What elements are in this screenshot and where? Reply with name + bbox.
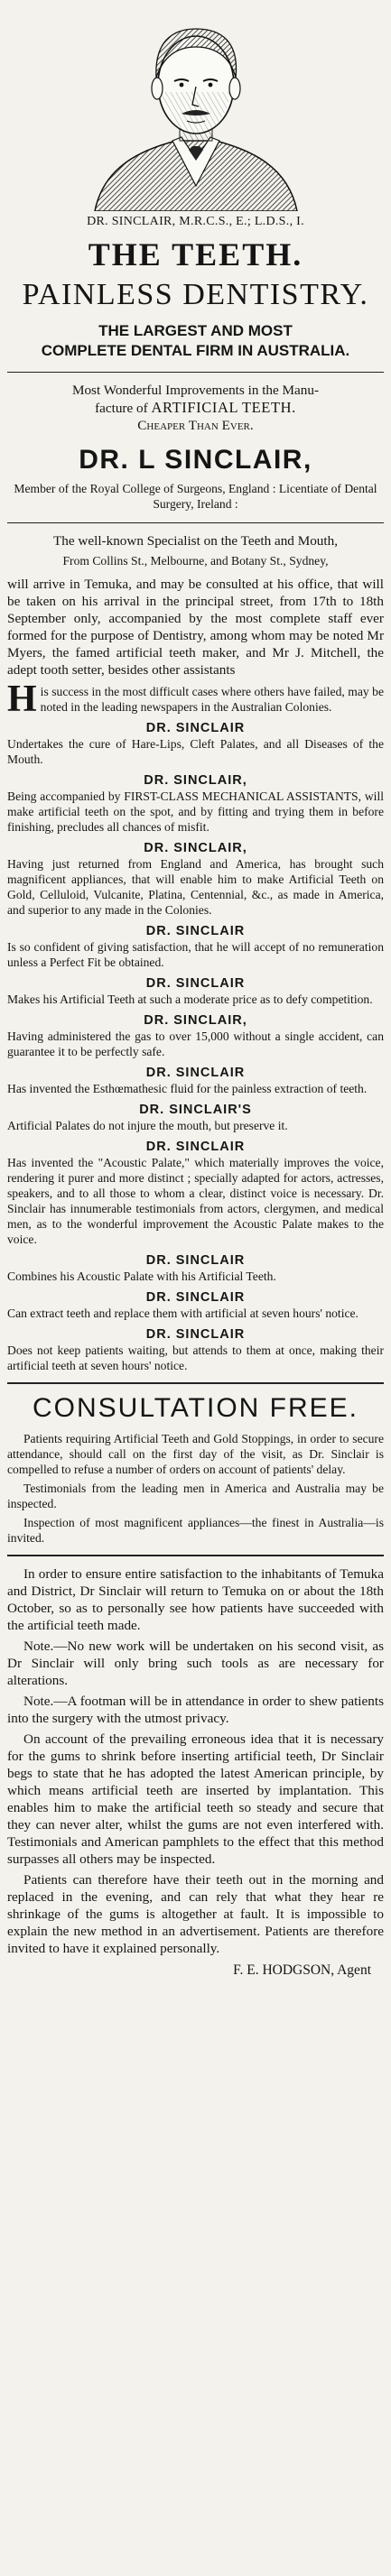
headline-title: THE TEETH. [88,236,303,272]
improvements-line-3: Cheaper Than Ever. [137,418,254,433]
consultation-paragraph-2: Testimonials from the leading men in America and Australia may be inspected. [7,1482,384,1510]
notice-paragraph: Patients can therefore have their teeth out in the morning and replaced in the evening, and can rely that what they hear re shrinkage of the gums is altogether at fault. It is impossible to explain the new method in an advertisement. Patients are therefore invited to have it explained personally. [7,1872,384,1956]
doctor-portrait [79,5,313,211]
consultation-paragraph-3: Inspection of most magnificent appliances—the finest in Australia—is invited. [7,1516,384,1545]
service-item [7,1065,384,1096]
service-item [7,840,384,918]
improvements-line-2a: facture of [95,401,148,416]
service-item-text: Having administered the gas to over 15,000 without a single accident, can guarantee it to be perfectly safe. [7,1029,384,1058]
consultation-paragraph-1: Patients requiring Artificial Teeth and Gold Stoppings, in order to secure attendance, should call on the first day of the visit, as Dr. Sinclair is compelled to refuse a number of orders on account of patients' delay. [7,1432,384,1476]
service-item-text: Having just returned from England and America, has brought such magnificent appliances, that will enable him to make Artificial Teeth on Gold, Celluloid, Vulcanite, Platina, Centennial, &c., as made in America, and superior to any made in the Colonies. [7,857,384,917]
service-item [7,1139,384,1247]
consultation-heading: CONSULTATION FREE. [32,1393,359,1423]
service-item [7,1289,384,1321]
notice-paragraph: Note.—No new work will be undertaken on his second visit, as Dr Sinclair will only bring such tools as are necessary for alterations. [7,1639,384,1688]
service-item-text: Makes his Artificial Teeth at such a moderate price as to defy competition. [7,993,373,1006]
service-item-text: Artificial Palates do not injure the mouth, but preserve it. [7,1119,288,1132]
service-item-label: DR. SINCLAIR [145,976,246,991]
membership: Member of the Royal College of Surgeons, England : Licentiate of Dental Surgery, Ireland : [14,482,377,511]
service-items [7,720,384,1373]
service-item-text: Can extract teeth and replace them with artificial at seven hours' notice. [7,1306,358,1320]
improvements-line-1: Most Wonderful Improvements in the Manu- [71,383,320,398]
service-item [7,975,384,1007]
advertisement [7,0,384,1979]
consultation-details [7,1431,384,1546]
improvements-line-2b: ARTIFICIAL TEETH. [151,399,296,416]
service-item-text: Undertakes the cure of Hare-Lips, Cleft Palates, and all Diseases of the Mouth. [7,737,384,766]
service-item-label: DR. SINCLAIR [145,1253,246,1268]
service-item-label: DR. SINCLAIR [145,1066,246,1080]
tagline [7,321,384,361]
divider [7,372,384,373]
service-item [7,1326,384,1373]
service-item-label: DR. SINCLAIR [145,924,246,938]
service-item-label: DR. SINCLAIR [145,1140,246,1154]
portrait-caption: DR. SINCLAIR, M.R.C.S., E.; L.D.S., I. [87,215,304,228]
visit-paragraph: will arrive in Temuka, and may be consulted at his office, that will be taken on his arrival in the principal street, from 17th to 18th September only, accompanied by the most complete staff ever formed for the purpose of Dentistry, among whom may be noted Mr Myers, the famed artificial teeth maker, and Mr J. Mitchell, the adept tooth setter, besides other assistants [7,577,384,678]
doctor-name: DR. L SINCLAIR, [79,445,312,475]
agent-signature: F. E. HODGSON, Agent [233,1962,371,1978]
notice-paragraph: Note.—A footman will be in attendance in order to shew patients into the surgery with the utmost privacy. [7,1694,384,1726]
headline-subtitle: PAINLESS DENTISTRY. [22,278,369,311]
service-item-text: Being accompanied by FIRST-CLASS MECHANICAL ASSISTANTS, will make artificial teeth on the spot, and by fitting and trying them in before finishing, precludes all chances of misfit. [7,789,384,834]
service-item-label: DR. SINCLAIR [145,1290,246,1305]
service-item-label: DR. SINCLAIR, [144,841,247,855]
service-item-label: DR. SINCLAIR, [144,1013,247,1028]
service-item [7,720,384,767]
tagline-line-2: COMPLETE DENTAL FIRM IN AUSTRALIA. [41,342,350,359]
service-item-label: DR. SINCLAIR [145,1327,246,1342]
service-item [7,923,384,970]
divider [7,1555,384,1556]
success-paragraph: His success in the most difficult cases where others have failed, may be noted in the leading newspapers in the Australian Colonies. [7,679,384,720]
specialist-line-2: From Collins St., Melbourne, and Botany St., Sydney, [62,554,329,568]
service-item-label: DR. SINCLAIR'S [139,1103,252,1117]
tagline-line-1: THE LARGEST AND MOST [98,322,293,339]
service-item [7,1252,384,1284]
service-item-text: Does not keep patients waiting, but attends to them at once, making their artificial teeth at seven hours' notice. [7,1343,384,1372]
service-item-text: Is so confident of giving satisfaction, that he will accept of no remuneration unless a Perfect Fit be obtained. [7,940,384,969]
divider [7,522,384,523]
service-item-text: Combines his Acoustic Palate with his Artificial Teeth. [7,1270,276,1283]
specialist-line-1: The well-known Specialist on the Teeth and Mouth, [53,533,338,549]
service-item [7,772,384,835]
improvements-notice [7,382,384,434]
service-item [7,1102,384,1133]
service-item-label: DR. SINCLAIR, [144,773,247,788]
notice-paragraph: On account of the prevailing erroneous idea that it is necessary for the gums to shrink before inserting artificial teeth, Dr Sinclair begs to state that he has adopted the latest American principle, by which means artificial teeth are inserted by implantation. This enables him to make the artificial teeth so steady and secure that they can never alter, whilst the gums are not even interfered with. Testimonials and American pamphlets to the effect that this method surpasses all others may be inspected. [7,1731,384,1867]
divider [7,1382,384,1384]
notice-section [7,1565,384,1957]
service-item [7,1012,384,1059]
service-item-label: DR. SINCLAIR [145,721,246,735]
service-item-text: Has invented the "Acoustic Palate," which materially improves the voice, rendering it purer and more distinct ; specially adapted for actors, actresses, speakers, and to all those to whom a clear, distinct voice is necessary. Dr. Sinclair has innumerable testimonials from actors, clergymen, and medical men, as to the wonderful improvement the Acoustic Palate makes to the voice. [7,1156,384,1246]
service-item-text: Has invented the Esthœmathesic fluid for the painless extraction of teeth. [7,1082,368,1095]
notice-paragraph: In order to ensure entire satisfaction to the inhabitants of Temuka and District, Dr Sinclair will return to Temuka on or about the 18th October, so as to personally see how patients have succeeded with the artificial teeth made. [7,1566,384,1633]
